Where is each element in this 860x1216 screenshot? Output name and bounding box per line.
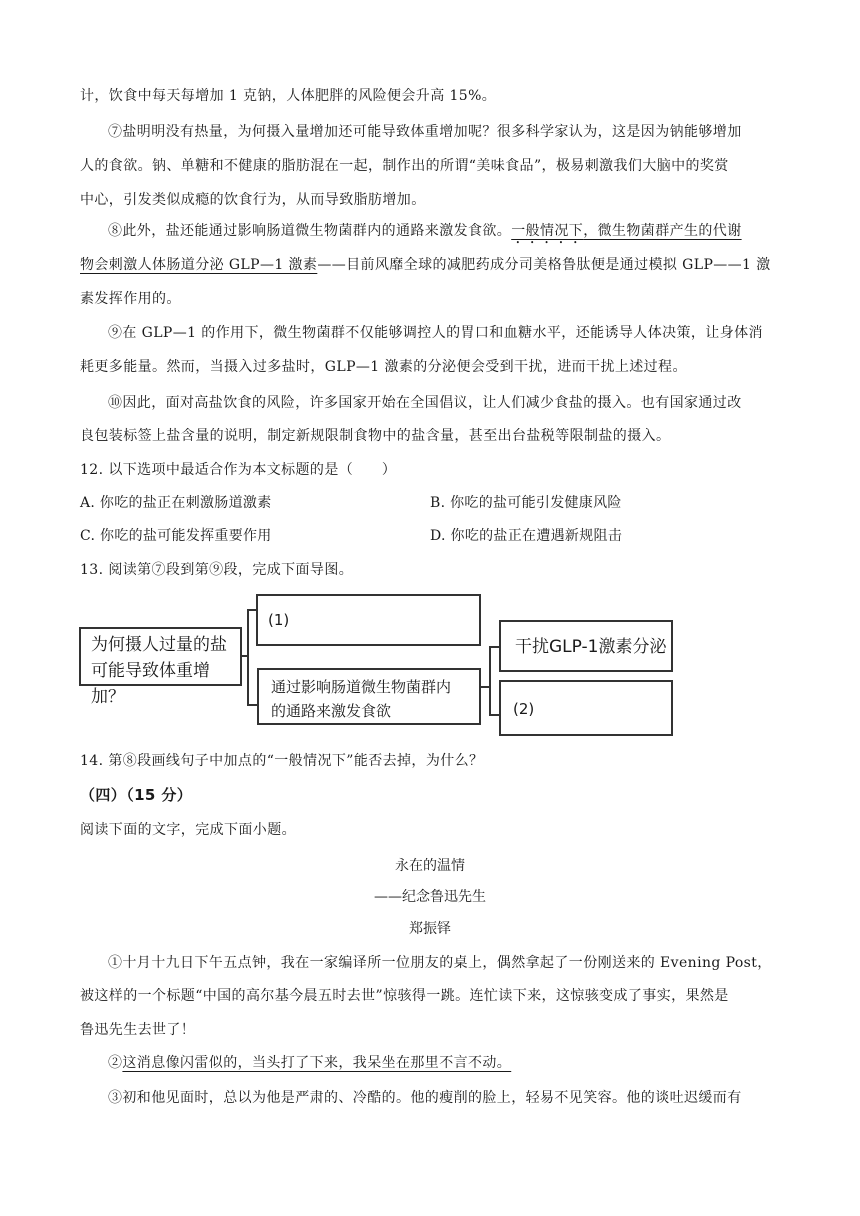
paragraph-7-line-2: 人的食欲。钠、单糖和不健康的脂肪混在一起，制作出的所谓“美味食品”，极易刺激我们大脑中的奖赏: [80, 158, 729, 174]
question-14-stem: 14. 第⑧段画线句子中加点的“一般情况下”能否去掉，为什么？: [80, 753, 484, 769]
paragraph-7-line-3: 中心，引发类似成瘾的饮食行为，从而导致脂肪增加。: [80, 192, 426, 208]
underlined-sentence-paragraph-2: 这消息像闪雷似的，当头打了下来，我呆坐在那里不言不动。: [122, 1055, 512, 1071]
question-12-stem: 12. 以下选项中最适合作为本文标题的是（ ）: [80, 462, 397, 478]
underlined-sentence-part-1: ，微生物菌群产生的代谢: [583, 223, 742, 239]
article-paragraph-1-line-1: ①十月十九日下午五点钟，我在一家编译所一位朋友的桌上，偶然拿起了一份刚送来的 Evening Post，: [108, 955, 772, 971]
connector: [247, 609, 249, 706]
option-d: D. 你吃的盐正在遭遇新规阻击: [430, 528, 623, 544]
root-box-line-2: 可能导致体重增加？: [91, 661, 210, 707]
article-title: 永在的温情: [395, 858, 465, 874]
article-paragraph-2: [108, 1053, 780, 1073]
leaf-1-label: 干扰GLP-1激素分泌: [515, 637, 667, 657]
paragraph-6-tail: 计，饮食中每天每增加 1 克钠，人体肥胖的风险便会升高 15%。: [80, 88, 497, 104]
branch-1-label: (1): [268, 611, 290, 629]
paragraph-8-text: ⑧此外，盐还能通过影响肠道微生物菌群内的通路来激发食欲。: [108, 223, 512, 239]
paragraph-8-line-3: 素发挥作用的。: [80, 291, 181, 307]
paragraph-8-text-2: ——目前风靡全球的减肥药成分司美格鲁肽便是通过模拟 GLP——1 激: [317, 257, 771, 273]
root-box: [79, 627, 242, 707]
section-4-instruction: 阅读下面的文字，完成下面小题。: [80, 822, 296, 838]
branch-2-line-1: 通过影响肠道微生物菌群内: [271, 678, 452, 696]
paragraph-10-line-1: ⑩因此，面对高盐饮食的风险，许多国家开始在全国倡议，让人们减少食盐的摄入。也有国家通过改: [108, 395, 742, 411]
option-a: A. 你吃的盐正在刺激肠道激素: [80, 495, 272, 511]
dotted-phrase: 一般情况下: [511, 223, 584, 239]
section-4-heading: （四）（15 分）: [80, 786, 193, 804]
article-author: 郑振铎: [409, 921, 451, 937]
leaf-2-label: (2): [513, 700, 535, 718]
root-box-line-1: 为何摄人过量的盐: [91, 635, 227, 655]
branch-2-box: [257, 668, 481, 725]
paragraph-2-number: ②: [108, 1055, 123, 1071]
option-c: C. 你吃的盐可能发挥重要作用: [80, 528, 272, 544]
connector: [247, 609, 256, 611]
leaf-2-box: [499, 680, 673, 736]
connector: [489, 646, 491, 716]
article-paragraph-1-line-3: 鲁迅先生去世了！: [80, 1022, 196, 1038]
paragraph-7-line-1: ⑦盐明明没有热量，为何摄入量增加还可能导致体重增加呢？很多科学家认为，这是因为钠能够增加: [108, 124, 742, 140]
option-b: B. 你吃的盐可能引发健康风险: [430, 495, 622, 511]
article-subtitle: ——纪念鲁迅先生: [374, 889, 486, 905]
paragraph-10-line-2: 良包装标签上盐含量的说明，制定新规限制食物中的盐含量，甚至出台盐税等限制盐的摄入。: [80, 428, 671, 444]
article-paragraph-3-line-1: ③初和他见面时，总以为他是严肃的、冷酷的。他的瘦削的脸上，轻易不见笑容。他的谈吐迟缓而有: [108, 1090, 742, 1106]
branch-1-box: [256, 594, 481, 646]
paragraph-8-line-2: [80, 255, 780, 275]
connector: [489, 714, 499, 716]
paragraph-9-line-1: ⑨在 GLP—1 的作用下，微生物菌群不仅能够调控人的胃口和血糖水平，还能诱导人体决策，让身体消: [108, 325, 763, 341]
connector: [247, 704, 257, 706]
underlined-sentence-part-2: 物会刺激人体肠道分泌 GLP—1 激素: [80, 257, 318, 273]
article-paragraph-1-line-2: 被这样的一个标题“中国的高尔基今晨五时去世”惊骇得一跳。连忙读下来，这惊骇变成了事实，果然是: [80, 988, 729, 1004]
paragraph-8-line-1: [108, 221, 780, 247]
question-13-stem: 13. 阅读第⑦段到第⑨段，完成下面导图。: [80, 562, 354, 578]
leaf-1-box: [499, 620, 673, 672]
paragraph-9-line-2: 耗更多能量。然而，当摄入过多盐时，GLP—1 激素的分泌便会受到干扰，进而干扰上述过程。: [80, 359, 687, 375]
branch-2-line-2: 的通路来激发食欲: [271, 702, 392, 720]
connector: [489, 646, 499, 648]
